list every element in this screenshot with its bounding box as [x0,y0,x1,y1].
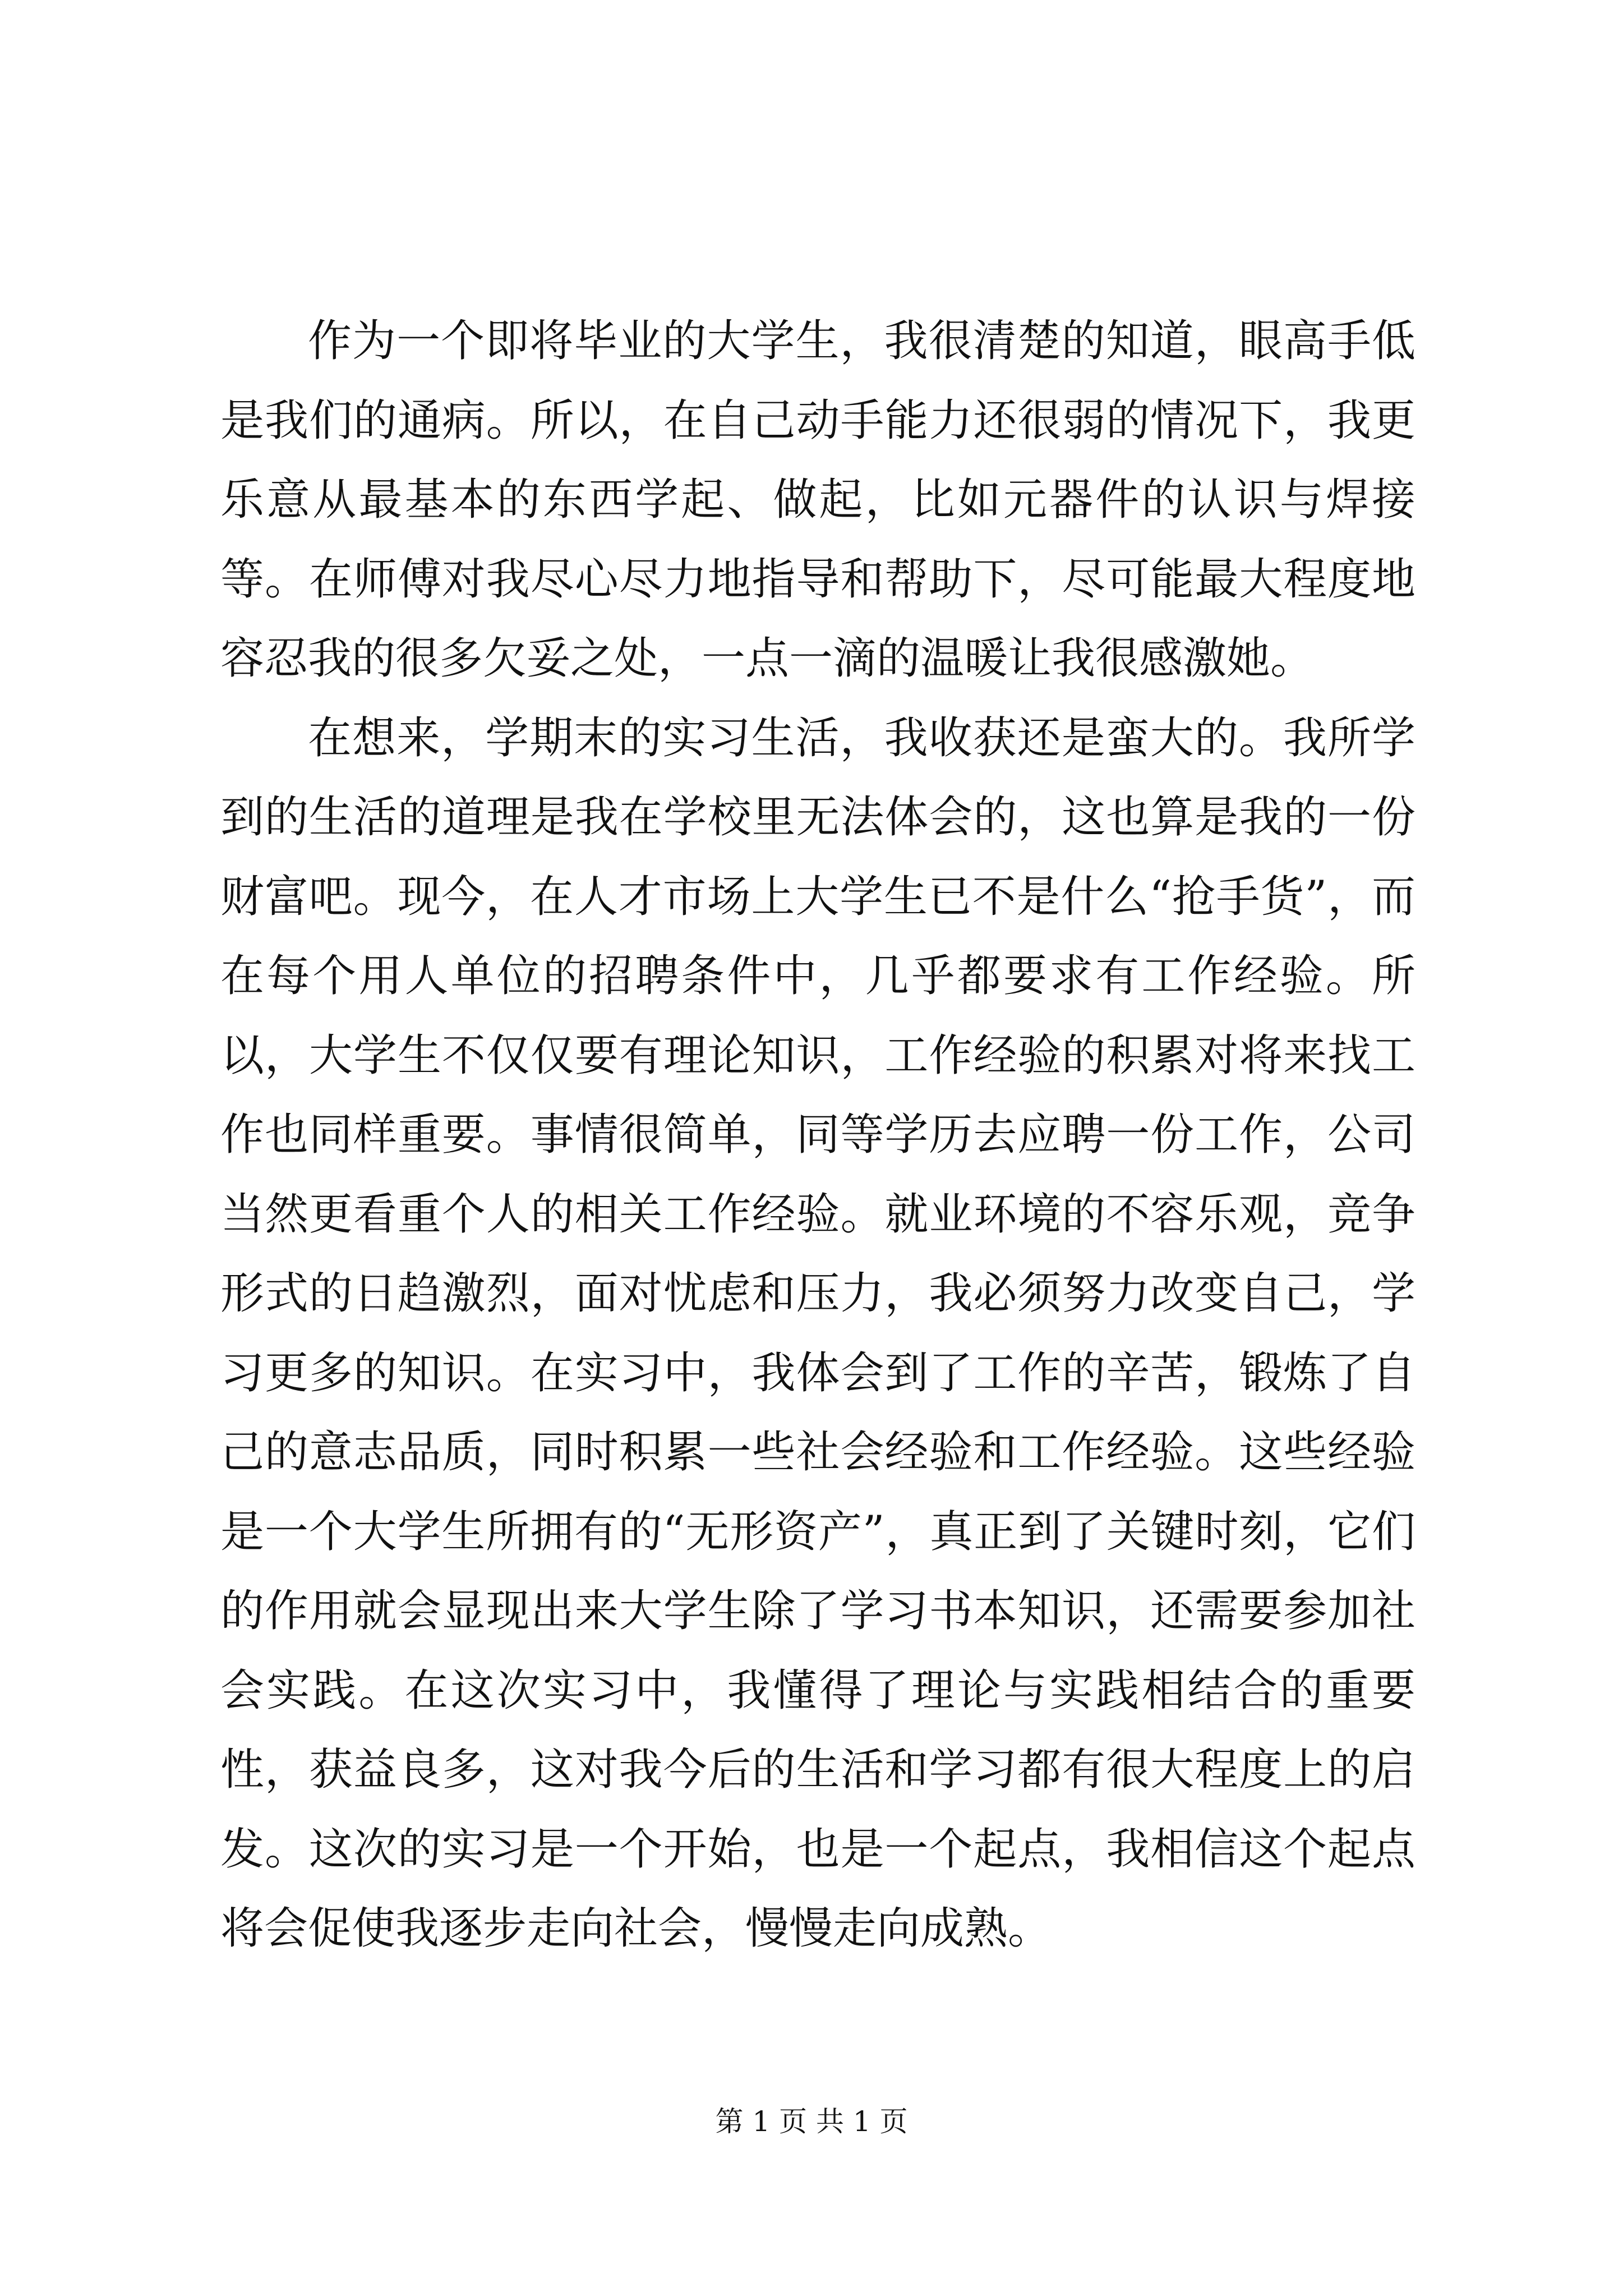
document-body [220,302,1415,1969]
paragraph-2: 在想来，学期末的实习生活，我收获还是蛮大的。我所学到的生活的道理是我在学校里无法体会的，这也算是我的一份财富吧。现今，在人才市场上大学生已不是什么“抢手货”，而在每个用人单位的招聘条件中，几乎都要求有工作经验。所以，大学生不仅仅要有理论知识，工作经验的积累对将来找工作也同样重要。事情很简单，同等学历去应聘一份工作，公司当然更看重个人的相关工作经验。就业环境的不容乐观，竞争形式的日趋激烈，面对忧虑和压力，我必须努力改变自己，学习更多的知识。在实习中，我体会到了工作的辛苦，锻炼了自己的意志品质，同时积累一些社会经验和工作经验。这些经验是一个大学生所拥有的“无形资产”，真正到了关键时刻，它们的作用就会显现出来大学生除了学习书本知识，还需要参加社会实践。在这次实习中，我懂得了理论与实践相结合的重要性，获益良多，这对我今后的生活和学习都有很大程度上的启发。这次的实习是一个开始，也是一个起点，我相信这个起点将会促使我逐步走向社会，慢慢走向成熟。 [220,712,1415,1954]
paragraph-1: 作为一个即将毕业的大学生，我很清楚的知道，眼高手低是我们的通病。所以，在自己动手能力还很弱的情况下，我更乐意从最基本的东西学起、做起，比如元器件的认识与焊接等。在师傅对我尽心尽力地指导和帮助下，尽可能最大程度地容忍我的很多欠妥之处，一点一滴的温暖让我很感激她。 [220,316,1415,684]
page-footer: 第 1 页 共 1 页 [715,2105,908,2138]
